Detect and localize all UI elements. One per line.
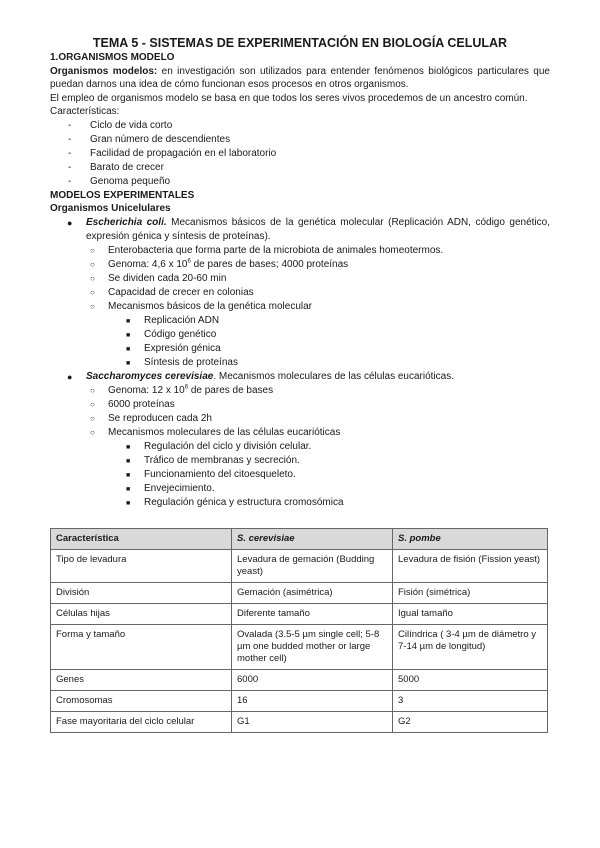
table-row [51, 603, 548, 624]
organism-description: . Mecanismos moleculares de las células eucarióticas. [213, 370, 454, 382]
table-cell: Igual tamaño [393, 603, 548, 624]
table-cell: 3 [393, 690, 548, 711]
list-item: ○ Genoma: 12 x $10^6$ de pares de bases [72, 384, 550, 398]
list-item: ■ Expresión génica [108, 342, 550, 356]
table-row [51, 624, 548, 669]
table-cell: Células hijas [51, 603, 232, 624]
list-item: - Gran número de descendientes [50, 133, 550, 147]
list-item: ○ Capacidad de crecer en colonias [72, 286, 550, 300]
organism-yeast [50, 370, 550, 510]
table-row [51, 549, 548, 582]
table-cell: Ovalada (3.5-5 µm single cell; 5-8 µm one budded mother or large mother cell) [232, 624, 393, 669]
document-title: TEMA 5 - SISTEMAS DE EXPERIMENTACIÓN EN BIOLOGÍA CELULAR [92, 36, 508, 50]
table-cell: Tipo de levadura [51, 549, 232, 582]
table-cell: Fisión (simétrica) [393, 582, 548, 603]
list-item: ■ Funcionamiento del citoesqueleto. [108, 468, 550, 482]
organism-name: Escherichia coli. [86, 216, 167, 228]
yeast-details [72, 384, 550, 510]
table-cell: Forma y tamaño [51, 624, 232, 669]
table-row [51, 711, 548, 732]
organism-ecoli [50, 216, 550, 370]
list-item: - Genoma pequeño [50, 175, 550, 189]
organism-name: Saccharomyces cerevisiae [86, 370, 214, 382]
organism-description: Mecanismos básicos de la genética molecular (Replicación ADN, código genético, expresión génica y síntesis de proteínas). [86, 216, 550, 242]
yeast-comparison-table [50, 528, 548, 733]
list-item: ○ Mecanismos básicos de la genética molecular ■ Replicación ADN ■ Código genético ■ Expresión génica ■ Síntesis de proteínas [72, 300, 550, 370]
yeast-mechanisms [108, 440, 550, 510]
list-item: - Barato de crecer [50, 161, 550, 175]
bullet-icon: ● [67, 371, 73, 382]
list-item: ○ Se reproducen cada 2h [72, 412, 550, 426]
list-item: ■ Regulación génica y estructura cromosómica [108, 496, 550, 510]
table-cell: División [51, 582, 232, 603]
list-item: ■ Tráfico de membranas y secreción. [108, 454, 550, 468]
table-row [51, 582, 548, 603]
list-item: ■ Replicación ADN [108, 314, 550, 328]
definition-term: Organismos modelos: [50, 65, 158, 77]
section-heading-modelos-experimentales: MODELOS EXPERIMENTALES [50, 189, 195, 201]
characteristics-label: Características: [50, 106, 120, 117]
table-cell: Levadura de gemación (Budding yeast) [232, 549, 393, 582]
list-item: ■ Código genético [108, 328, 550, 342]
table-header-row [51, 528, 548, 549]
list-item: ■ Envejecimiento. [108, 482, 550, 496]
table-cell: 6000 [232, 669, 393, 690]
list-item: ○ Se dividen cada 20-60 min [72, 272, 550, 286]
header-cell: S. cerevisiae [232, 528, 393, 549]
header-cell: Característica [51, 528, 232, 549]
header-cell: S. pombe [393, 528, 548, 549]
table-cell: Levadura de fisión (Fission yeast) [393, 549, 548, 582]
table-cell: 16 [232, 690, 393, 711]
table-cell: Gemación (asimétrica) [232, 582, 393, 603]
bullet-icon: ● [67, 217, 73, 228]
definition-paragraph [50, 65, 550, 92]
definition-text: en investigación son utilizados para entender fenómenos biológicos particulares que puedan darnos una idea de cómo funcionan esos procesos en otros organismos. [50, 65, 550, 90]
table-cell: Genes [51, 669, 232, 690]
table-row [51, 690, 548, 711]
list-item: ○ 6000 proteínas [72, 398, 550, 412]
list-item: - Facilidad de propagación en el laboratorio [50, 147, 550, 161]
table-cell: Fase mayoritaria del ciclo celular [51, 711, 232, 732]
ecoli-details [72, 244, 550, 370]
characteristics-list [50, 119, 550, 189]
table-cell: Cromosomas [51, 690, 232, 711]
table-row [51, 669, 548, 690]
organisms-list [50, 216, 550, 510]
list-item: ■ Regulación del ciclo y división celular. [108, 440, 550, 454]
list-item: ○ Mecanismos moleculares de las células eucarióticas ■ Regulación del ciclo y división celular. ■ Tráfico de membranas y secreción. ■ Funcionamiento del citoesqueleto. ■ Envejecimiento. ■ Regulación génica y estructura cromosómica [72, 426, 550, 510]
ancestor-paragraph: El empleo de organismos modelo se basa en que todos los seres vivos procedemos de un ancestro común. [50, 92, 528, 104]
list-item: ○ Enterobacteria que forma parte de la microbiota de animales homeotermos. [72, 244, 550, 258]
subheading-unicelulares: Organismos Unicelulares [50, 203, 171, 214]
section-heading-organismos-modelo: 1.ORGANISMOS MODELO [50, 52, 175, 63]
ecoli-mechanisms [108, 314, 550, 370]
table-cell: G1 [232, 711, 393, 732]
table-cell: G2 [393, 711, 548, 732]
table-cell: Cilíndrica ( 3-4 µm de diámetro y 7-14 µm de longitud) [393, 624, 548, 669]
list-item: - Ciclo de vida corto [50, 119, 550, 133]
table-cell: 5000 [393, 669, 548, 690]
list-item: ■ Síntesis de proteínas [108, 356, 550, 370]
table-cell: Diferente tamaño [232, 603, 393, 624]
list-item: ○ Genoma: 4,6 x $10^6$ de pares de bases; 4000 proteínas [72, 258, 550, 272]
